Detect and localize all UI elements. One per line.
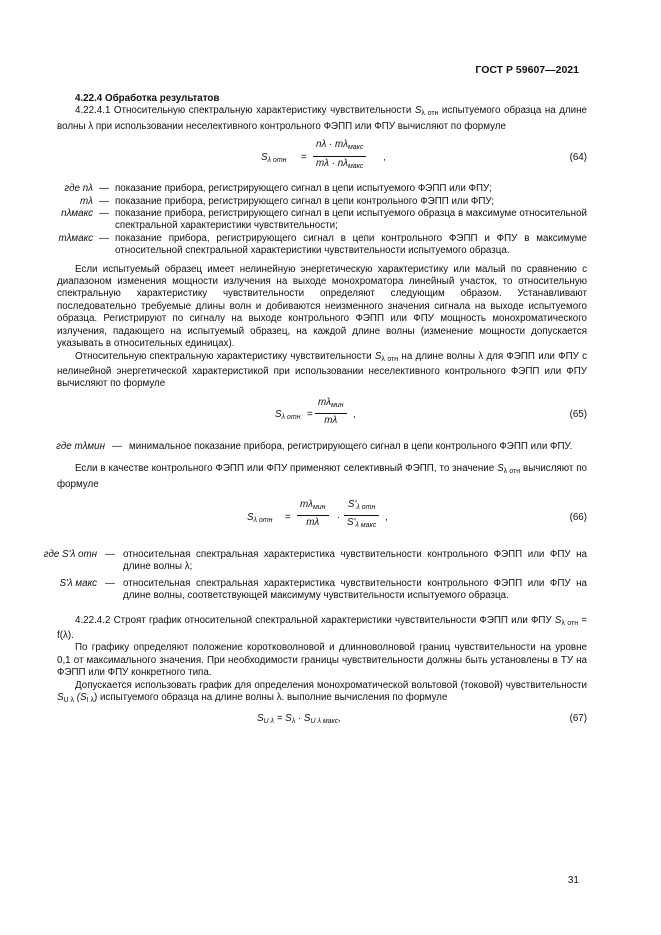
- document-body: [43, 93, 588, 735]
- formula-66: $S_{\lambda отн}$ = $m\lambda_{мин}$ mλ · $S'_{\lambda отн}$ $S'_{\lambda макс}$ , (66): [57, 497, 587, 541]
- paragraph-relative-char: Относительную спектральную характеристику чувствительности $S_{\lambda отн}$ на длине волны λ для ФЭПП или ФПУ с нелинейной энергетической характеристикой при использовании неселективного контрольного ФЭПП или ФПУ вычисляют по формуле: [57, 350, 587, 390]
- paragraph-monochromatic: Допускается использовать график для определения монохроматической вольтовой (токовой) чувствительности $S_{U \lambda}$ $(S_{I \lambda})$ испытуемого образца на длине волны λ. выполние вычисления по формуле: [57, 679, 587, 704]
- page-number: 31: [567, 875, 579, 886]
- definition-item: где nλ — показание прибора, регистрирующего сигнал в цепи испытуемого ФЭПП или ФПУ;: [64, 183, 492, 195]
- formula-65-fraction: $m\lambda_{мин}$ mλ: [315, 397, 347, 428]
- paragraph-4-22-4-1: 4.22.4.1 Относительную спектральную характеристику чувствительности $S_{\lambda отн}$ испытуемого образца на длине волны λ при использовании неселективного контрольного ФЭПП или ФПУ вычисляют по формуле: [57, 105, 588, 132]
- formula-number: (66): [569, 511, 587, 523]
- paragraph-boundaries: По графику определяют положение коротковолновой и длинноволновой границ чувствительности на уровне 0,1 от максимального значения. При необходимости границы чувствительности должны быть установлены в ТУ на ФЭПП или ФПУ конкретного типа.: [57, 642, 587, 679]
- section-title: 4.22.4 Обработка результатов: [75, 93, 220, 104]
- formula-66-fraction-2: $S'_{\lambda отн}$ $S'_{\lambda макс}$: [344, 499, 379, 533]
- definition-item: S'λ макс — относительная спектральная характеристика чувствительности контрольного ФЭПП или ФПУ на длине волны, соответствующей максимуму чувствительности испытуемого образца.: [59, 577, 587, 602]
- definitions-64: [49, 183, 587, 257]
- paragraph-selective: Если в качестве контрольного ФЭПП или ФПУ применяют селективный ФЭПП, то значение $S_{\lambda отн}$ вычисляют по формуле: [57, 463, 588, 490]
- standard-header: ГОСТ Р 59607—2021: [475, 64, 579, 76]
- formula-64: $S_{\lambda отн}$ = $n\lambda \cdot m\lambda_{макс}$ $m\lambda \cdot n\lambda_{макс}$ , (64): [57, 139, 587, 179]
- paragraph-4-22-4-2: 4.22.4.2 Строят график относительной спектральной характеристики чувствительности ФЭПП или ФПУ $S_{\lambda отн} = f(\lambda)$.: [57, 614, 587, 641]
- paragraph-nonlinear: Если испытуемый образец имеет нелинейную энергетическую характеристику или малый по сравнению с диапазоном изменения мощности излучения на выходе монохроматора линейный участок, то относительную спектральную характеристику чувствительности определяют следующим образом. Устанавливают последовательно требуемые длины волн и добиваются неизменного значения сигнала на выходе испытуемого образца. Регистрируют по сигналу на выходе контрольного ФЭПП или ФПУ мощность монохроматического излучения, падающего на испытуемый образец, на каждой длине волны (изменение мощности допускается указывать в относительных единицах).: [57, 263, 587, 350]
- definition-item: nλмакс — показание прибора, регистрирующего сигнал в цепи испытуемого образца в максимуме относительной спектральной характеристики чувствительности;: [61, 208, 587, 232]
- formula-number: (67): [569, 713, 587, 725]
- definitions-65: [41, 441, 587, 453]
- formula-65: $S_{\lambda отн}$ = $m\lambda_{мин}$ mλ , (65): [275, 396, 587, 427]
- formula-number: (65): [569, 408, 587, 420]
- formula-64-fraction: $n\lambda \cdot m\lambda_{макс}$ $m\lambda \cdot n\lambda_{макс}$: [313, 139, 366, 173]
- definitions-66: [35, 549, 587, 603]
- formula-67: $S_{U \lambda} = S_\lambda \cdot S_{U \lambda макс}$, (67): [257, 713, 587, 726]
- definition-item: где S'λ отн — относительная спектральная характеристика чувствительности контрольного ФЭПП или ФПУ на длине волны λ;: [43, 548, 587, 573]
- formula-number: (64): [569, 152, 587, 164]
- formula-66-fraction-1: $m\lambda_{мин}$ mλ: [297, 499, 329, 530]
- definition-item: где mλмин — минимальное показание прибора, регистрирующего сигнал в цепи контрольного ФЭПП или ФПУ.: [56, 440, 573, 452]
- definition-item: mλ — показание прибора, регистрирующего сигнал в цепи контрольного ФЭПП или ФПУ;: [80, 195, 495, 207]
- definition-item: mλмакс — показание прибора, регистрирующего сигнал в цепи контрольного ФЭПП и ФПУ в максимуме относительной спектральной характеристики чувствительности испытуемого образца.: [58, 232, 587, 257]
